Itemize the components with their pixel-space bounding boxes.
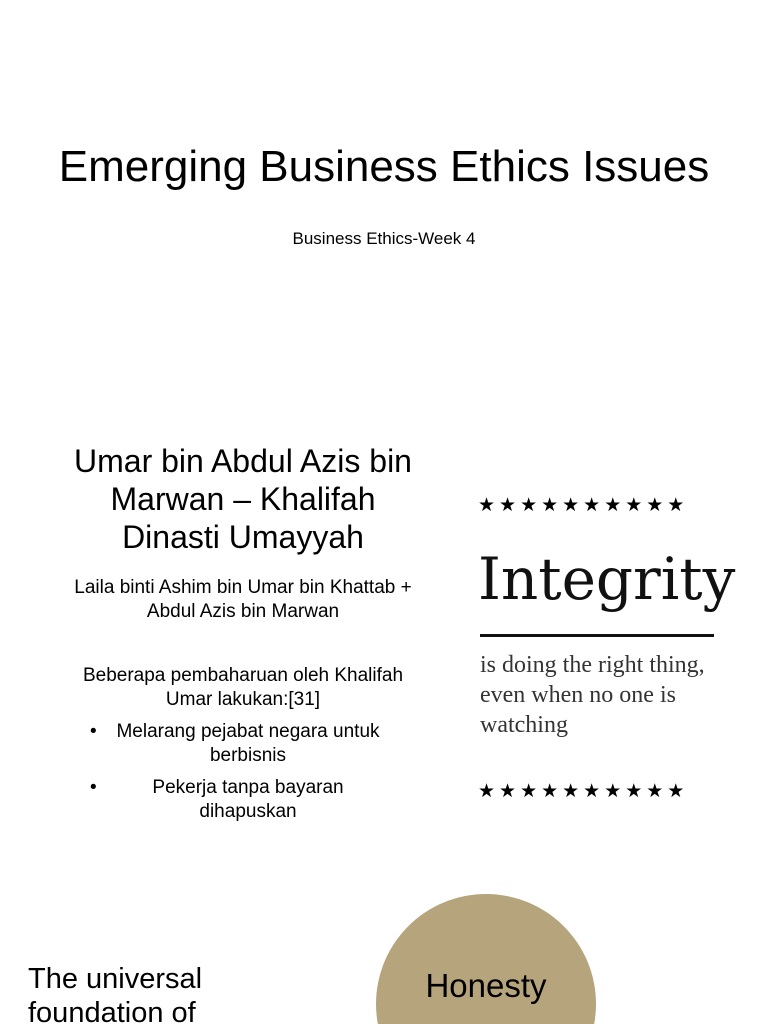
stars-row-top: ★★★★★★★★★★ — [478, 494, 689, 516]
list-item — [70, 720, 416, 768]
integrity-word: Integrity — [478, 545, 736, 613]
bullet-icon: • — [90, 777, 97, 798]
parentage-text: Laila binti Ashim bin Umar bin Khattab + Abdul Azis bin Marwan — [74, 577, 412, 622]
stars-row-bottom: ★★★★★★★★★★ — [478, 780, 689, 802]
slide-subtitle: Business Ethics-Week 4 — [292, 229, 476, 248]
reforms-list — [70, 720, 416, 824]
slide-universal — [0, 880, 768, 1024]
list-item-text: Melarang pejabat negara untuk berbisnis — [116, 721, 380, 766]
slide-umar-text — [70, 442, 416, 866]
honesty-circle — [376, 894, 596, 1024]
bullet-icon: • — [90, 721, 97, 742]
slide-umar-heading: Umar bin Abdul Azis bin Marwan – Khalifah Dinasti Umayyah — [74, 443, 412, 555]
slide-umar — [0, 420, 768, 870]
integrity-quote-image — [478, 494, 736, 814]
slide-title — [0, 0, 768, 300]
universal-foundation-text: The universal foundation of — [28, 963, 203, 1024]
slide-title-heading: Emerging Business Ethics Issues — [58, 142, 710, 192]
list-item-text: Pekerja tanpa bayaran dihapuskan — [152, 777, 344, 822]
list-item — [70, 776, 416, 824]
honesty-label: Honesty — [425, 967, 547, 1004]
reforms-intro: Beberapa pembaharuan oleh Khalifah Umar lakukan:[31] — [82, 665, 404, 710]
divider — [480, 634, 714, 637]
integrity-quote-text: is doing the right thing, even when no one is watching — [480, 652, 705, 738]
